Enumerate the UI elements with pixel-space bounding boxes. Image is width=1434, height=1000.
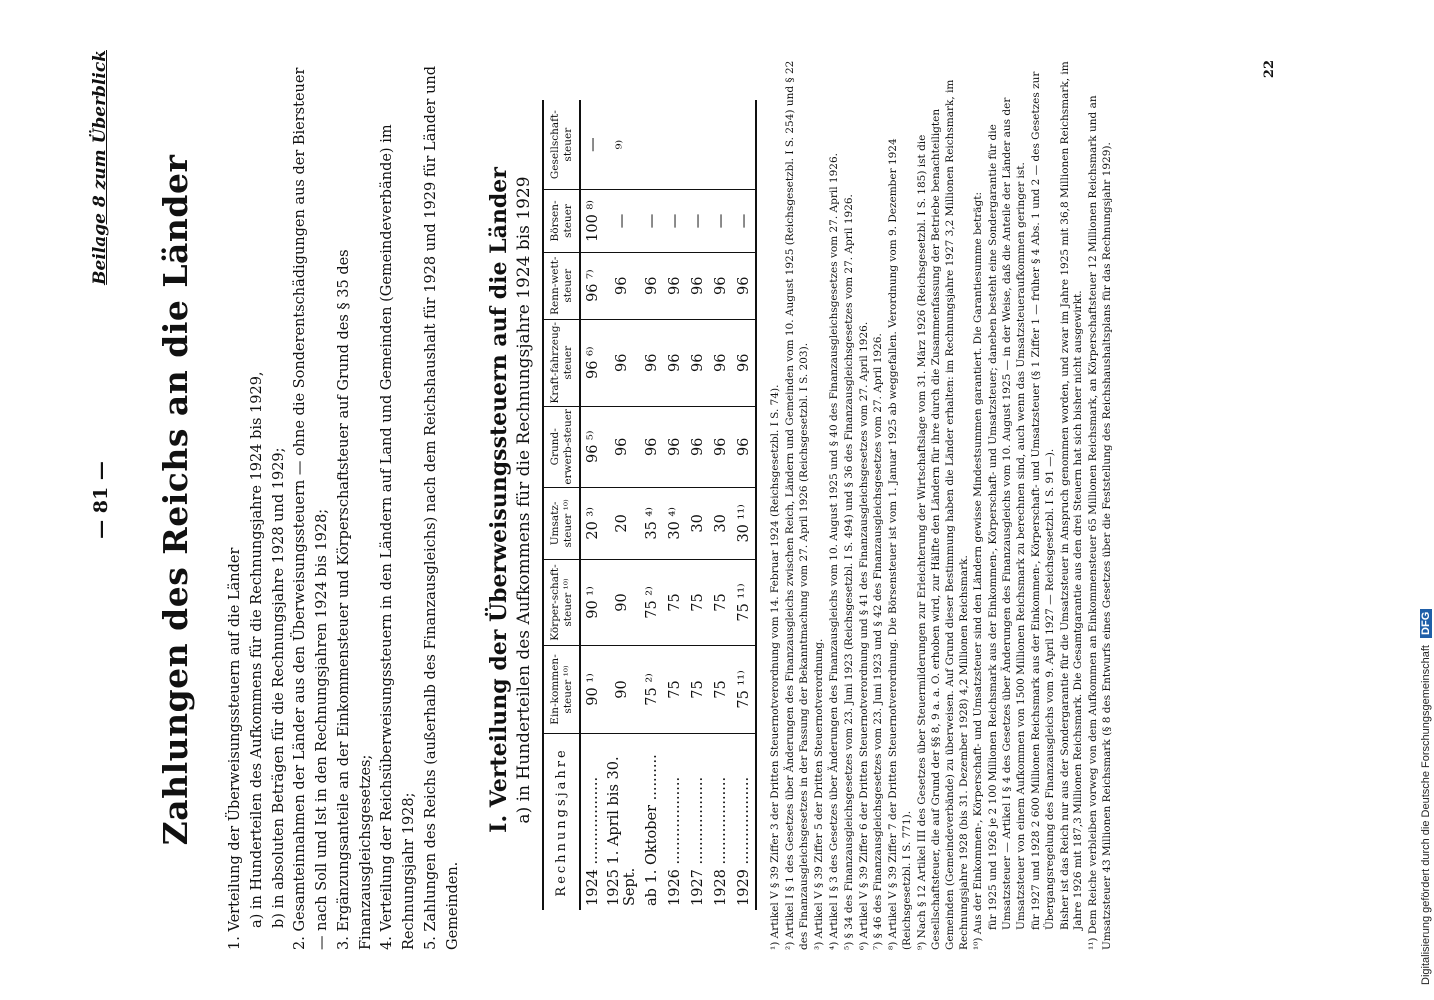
value-cell: 75 — [686, 646, 709, 734]
column-header: Grund-erwerb-steuer — [543, 406, 580, 487]
value-cell: ⁹⁾ — [604, 100, 640, 190]
value-cell: — — [663, 190, 686, 252]
sidebar-credit-text: Digitalisierung gefördert durch die Deutsche Forschungsgemeinschaft — [1420, 645, 1432, 985]
column-header: Umsatz-steuer ¹⁰⁾ — [543, 487, 580, 559]
toc-item-number: 4. — [379, 936, 396, 950]
footnote: ⁵) § 34 des Finanzausgleichsgesetzes vom 23. Juni 1923 (Reichsgesetzbl. I S. 494) und § 36 des Finanzausgleichsgesetzes vom 27. April 1926. — [842, 194, 855, 950]
value-cell: 96 — [663, 252, 686, 319]
toc-item-text: Ergänzungsanteile an der Einkommensteuer und Körperschaftsteuer auf Grund des § 35 des Finanzausgleichsgesetzes; — [335, 249, 374, 950]
value-cell: 30 — [686, 487, 709, 559]
value-cell: 96 — [604, 406, 640, 487]
toc-item — [421, 50, 465, 950]
value-cell: 75 ¹¹⁾ — [732, 559, 756, 645]
footnote: ⁸) Artikel V § 39 Ziffer 7 der Dritten Steuernotverordnung. Die Börsensteuer ist vom 1. Januar 1925 ab weggefallen. Verordnung vom 9. Dezember 1924 (Reichsgesetzbl. I S. 771). — [887, 138, 914, 950]
table-row — [663, 100, 686, 910]
value-cell: 30 ¹¹⁾ — [732, 487, 756, 559]
value-cell: 96 — [663, 319, 686, 406]
row-label-cell: ab 1. Oktober .......... — [643, 754, 660, 906]
toc-item-text: Verteilung der Reichsüberweisungssteuern in den Ländern auf Land und Gemeinden (Gemeindeverbände) im Rechnungsjahr 1928; — [379, 124, 417, 950]
value-cell: 75 ²⁾ — [640, 646, 663, 734]
value-cell: — — [686, 190, 709, 252]
value-cell: 96 — [604, 252, 640, 319]
section-subtitle: a) in Hunderteilen des Aufkommens für die Rechnungsjahre 1924 bis 1929 — [514, 176, 535, 824]
value-cell: 96 — [732, 319, 756, 406]
column-header: Renn-wett-steuer — [543, 252, 580, 319]
footnote: ⁶) Artikel V § 39 Ziffer 6 der Dritten Steuernotverordnung und § 41 des Finanzausgleichsgesetzes vom 27. April 1926. — [857, 321, 870, 950]
toc-item-number: 2. — [292, 936, 309, 950]
value-cell: 96 — [732, 406, 756, 487]
toc-item-text: a) in Hunderteilen des Aufkommens für die Rechnungsjahre 1924 bis 1929, — [248, 371, 265, 928]
value-cell: 96 — [663, 406, 686, 487]
toc-item — [290, 50, 334, 950]
value-cell: 75 — [709, 559, 732, 645]
row-label-cell: 1924 ................... — [584, 776, 601, 906]
footnote: ⁷) § 46 des Finanzausgleichsgesetzes vom 23. Juni 1923 und § 42 des Finanzausgleichsgesetzes vom 27. April 1926. — [872, 333, 885, 950]
footnote: ⁴) Artikel I § 3 des Gesetzes über Änderungen des Finanzausgleichs vom 10. August 1925 und § 40 des Finanzausgleichsgesetzes vom 27. April 1926. — [827, 153, 840, 950]
value-cell: 96 — [686, 406, 709, 487]
value-cell: 90 — [604, 559, 640, 645]
value-cell: 96 — [640, 319, 663, 406]
toc-item-number: 1. — [227, 936, 243, 950]
value-cell: — — [604, 190, 640, 252]
toc-item-text: Verteilung der Überweisungssteuern auf die Länder — [227, 547, 243, 932]
value-cell: 96 — [709, 406, 732, 487]
value-cell: 96 — [686, 252, 709, 319]
toc-item-text: Zahlungen des Reichs (außerhalb des Finanzausgleichs) nach dem Reichshaushalt für 1928 und 1929 für Länder und Gemeinden. — [422, 65, 461, 950]
value-cell: 90 — [604, 646, 640, 734]
column-header: Ein-kommen-steuer ¹⁰⁾ — [543, 646, 580, 734]
value-cell: 96 — [640, 252, 663, 319]
footnote: ²) Artikel I § 1 des Gesetzes über Änderungen des Finanzausgleichs zwischen Reich, Ländern und Gemeinden vom 10. August 1925 (Reichsgesetzbl. I S. 254) und § 22 des Finanzausgleichsgesetzes in der Fassung der Bekanntmachung vom 27. April 1926 (Reichsgesetzbl. I S. 203). — [784, 60, 811, 950]
value-cell: 90 ¹⁾ — [580, 646, 604, 734]
section-title: I. Verteilung der Überweisungssteuern auf die Länder — [486, 167, 513, 833]
column-header: Gesellschaft-steuer — [543, 100, 580, 190]
value-cell: 96 — [640, 406, 663, 487]
row-label-cell: 1926 ................... — [666, 776, 683, 906]
toc-item — [334, 50, 378, 950]
toc-item — [377, 50, 421, 950]
toc-item-number: 5. — [422, 936, 439, 950]
value-cell: 96 — [686, 319, 709, 406]
table-body — [580, 100, 756, 910]
value-cell — [732, 100, 756, 190]
value-cell: 75 — [663, 559, 686, 645]
table-row — [686, 100, 709, 910]
value-cell — [663, 100, 686, 190]
value-cell: 20 — [604, 487, 640, 559]
footnote: ¹) Artikel V § 39 Ziffer 3 der Dritten Steuernotverordnung vom 14. Februar 1924 (Reichsgesetzbl. I S. 74). — [769, 384, 782, 950]
toc-item-number: 3. — [335, 936, 352, 950]
value-cell: 96 — [604, 319, 640, 406]
toc-item-text: Gesamteinnahmen der Länder aus den Überweisungssteuern — ohne die Sonderentschädigungen aus der Biersteuer — nach Soll und Ist in den Rechnungsjahren 1924 bis 1928; — [292, 67, 330, 950]
value-cell — [709, 100, 732, 190]
dfg-logo: DFG — [1420, 609, 1432, 638]
row-label-cell: 1925 1. April bis 30. Sept. — [606, 756, 639, 906]
value-cell: 75 ²⁾ — [640, 559, 663, 645]
value-cell — [686, 100, 709, 190]
page-title: Zahlungen des Reichs an die Länder — [156, 154, 195, 846]
value-cell: 96 ⁵⁾ — [580, 406, 604, 487]
value-cell: — — [640, 190, 663, 252]
page-header — [90, 50, 120, 950]
page-column — [90, 50, 1116, 950]
toc-item-text: b) in absoluten Beträgen für die Rechnungsjahre 1928 und 1929; — [270, 447, 287, 928]
toc-item — [225, 50, 247, 950]
value-cell: 35 ⁴⁾ — [640, 487, 663, 559]
sidebar-credit — [1420, 609, 1432, 985]
table-row — [732, 100, 756, 910]
table-row — [604, 100, 640, 910]
toc-item — [247, 50, 269, 928]
footnote: ³) Artikel V § 39 Ziffer 5 der Dritten Steuernotverordnung. — [813, 638, 826, 950]
column-header: Rechnungsjahre — [554, 747, 570, 897]
column-header: Körper-schaft-steuer ¹⁰⁾ — [543, 559, 580, 645]
footnote: ¹⁰) Aus der Einkommen-, Körperschaft- und Umsatzsteuer sind den Ländern gewisse Mindestsummen garantiert. Die Garantiesumme beträgt: — [972, 191, 985, 950]
value-cell: 96 ⁶⁾ — [580, 319, 604, 406]
value-cell: 30 — [709, 487, 732, 559]
footnote: für 1925 und 1926 je 2 100 Millionen Reichsmark aus der Einkommen-, Körperschaft- und Umsatzsteuer; daneben besteht eine Sondergarantie für die Umsatzsteuer — Artikel I § 4 des Gesetzes über Änderungen des Finanzausgleichs vom 10. August 1925 — in der Weise, daß die Anteile der Länder aus der Umsatzsteuer von einem Aufkommen von 1500 Millionen Reichsmark zu berechnen sind, auch wenn das Umsatzsteueraufkommen geringer ist. — [987, 97, 1028, 930]
row-label-cell: 1929 ................... — [735, 776, 752, 906]
value-cell: 75 — [709, 646, 732, 734]
value-cell: 100 ⁸⁾ — [580, 190, 604, 252]
distribution-table — [542, 100, 757, 910]
beilage-label: Beilage 8 zum Überblick — [90, 50, 110, 285]
digitization-sidebar — [1404, 0, 1434, 1000]
value-cell: 75 — [663, 646, 686, 734]
footnote: für 1927 und 1928 2 600 Millionen Reichsmark aus der Einkommen-, Körperschaft- und Umsatzsteuer (§ 1 Ziffer 1 — früher § 4 Abs. 1 und 2 — des Gesetzes zur Übergangsregelung des Finanzausgleichs vom 9. April 1927 — Reichsgesetzbl. I S. 91 —). — [1029, 71, 1056, 930]
value-cell: 75 ¹¹⁾ — [732, 646, 756, 734]
footnote: Bisher ist das Reich nur aus der Sondergarantie für die Umsatzsteuer in Anspruch genommen worden, und zwar im Jahre 1925 mit 36,8 Millionen Reichsmark, im Jahre 1926 mit 187,3 Millionen Reichsmark. Die Gesamtgarantie aus den drei Steuern hat sich bisher nicht ausgewirkt. — [1058, 61, 1085, 930]
value-cell: 20 ³⁾ — [580, 487, 604, 559]
toc-item — [269, 50, 291, 928]
table-header-row — [543, 100, 580, 910]
column-header: Börsen-steuer — [543, 190, 580, 252]
row-label-cell: 1928 ................... — [712, 776, 729, 906]
row-label-cell: 1927 ................... — [689, 776, 706, 906]
value-cell: 96 ⁷⁾ — [580, 252, 604, 319]
value-cell: — — [580, 100, 604, 190]
table-row — [640, 100, 663, 910]
value-cell: 75 — [686, 559, 709, 645]
value-cell: — — [732, 190, 756, 252]
value-cell: 96 — [709, 319, 732, 406]
contents-list — [225, 50, 464, 950]
table-row — [709, 100, 732, 910]
footer-page-number: 22 — [1262, 60, 1277, 79]
value-cell: 96 — [709, 252, 732, 319]
value-cell — [640, 100, 663, 190]
table-row — [580, 100, 604, 910]
page-number: — 81 — — [90, 461, 112, 539]
footnote: ⁹) Nach § 12 Artikel III des Gesetzes über Steuermilderungen zur Erleichterung der Wirtschaftslage vom 31. März 1926 (Reichsgesetzbl. I S. 185) ist die Gesellschaftsteuer, die auf Grund der §§ 8, 9 a. a. O. erhoben wird, zur Hälfte den Ländern für ihre durch die Zusammenfassung der Betriebe benachteiligten Gemeinden (Gemeindeverbände) zu überweisen. Auf Grund dieser Bestimmung haben die Länder erhalten: im Rechnungsjahre 1927 3,2 Millionen Reichsmark, im Rechnungsjahre 1928 (bis 31. Dezember 1928) 4,2 Millionen Reichsmark. — [916, 79, 970, 950]
value-cell: 96 — [732, 252, 756, 319]
footnotes — [769, 50, 1115, 950]
value-cell: 30 ⁴⁾ — [663, 487, 686, 559]
footnote: ¹¹) Dem Reiche verbleiben vorweg von dem Aufkommen an Einkommensteuer 65 Millionen Reichsmark, an Körperschaftsteuer 12 Millionen Reichsmark und an Umsatzsteuer 43 Millionen Reichsmark (§ 8 des Entwurfs eines Gesetzes über die Feststellung des Reichshaushaltsplans für das Rechnungsjahr 1929). — [1087, 95, 1114, 950]
column-header: Kraft-fahrzeug-steuer — [543, 319, 580, 406]
value-cell: — — [709, 190, 732, 252]
value-cell: 90 ¹⁾ — [580, 559, 604, 645]
